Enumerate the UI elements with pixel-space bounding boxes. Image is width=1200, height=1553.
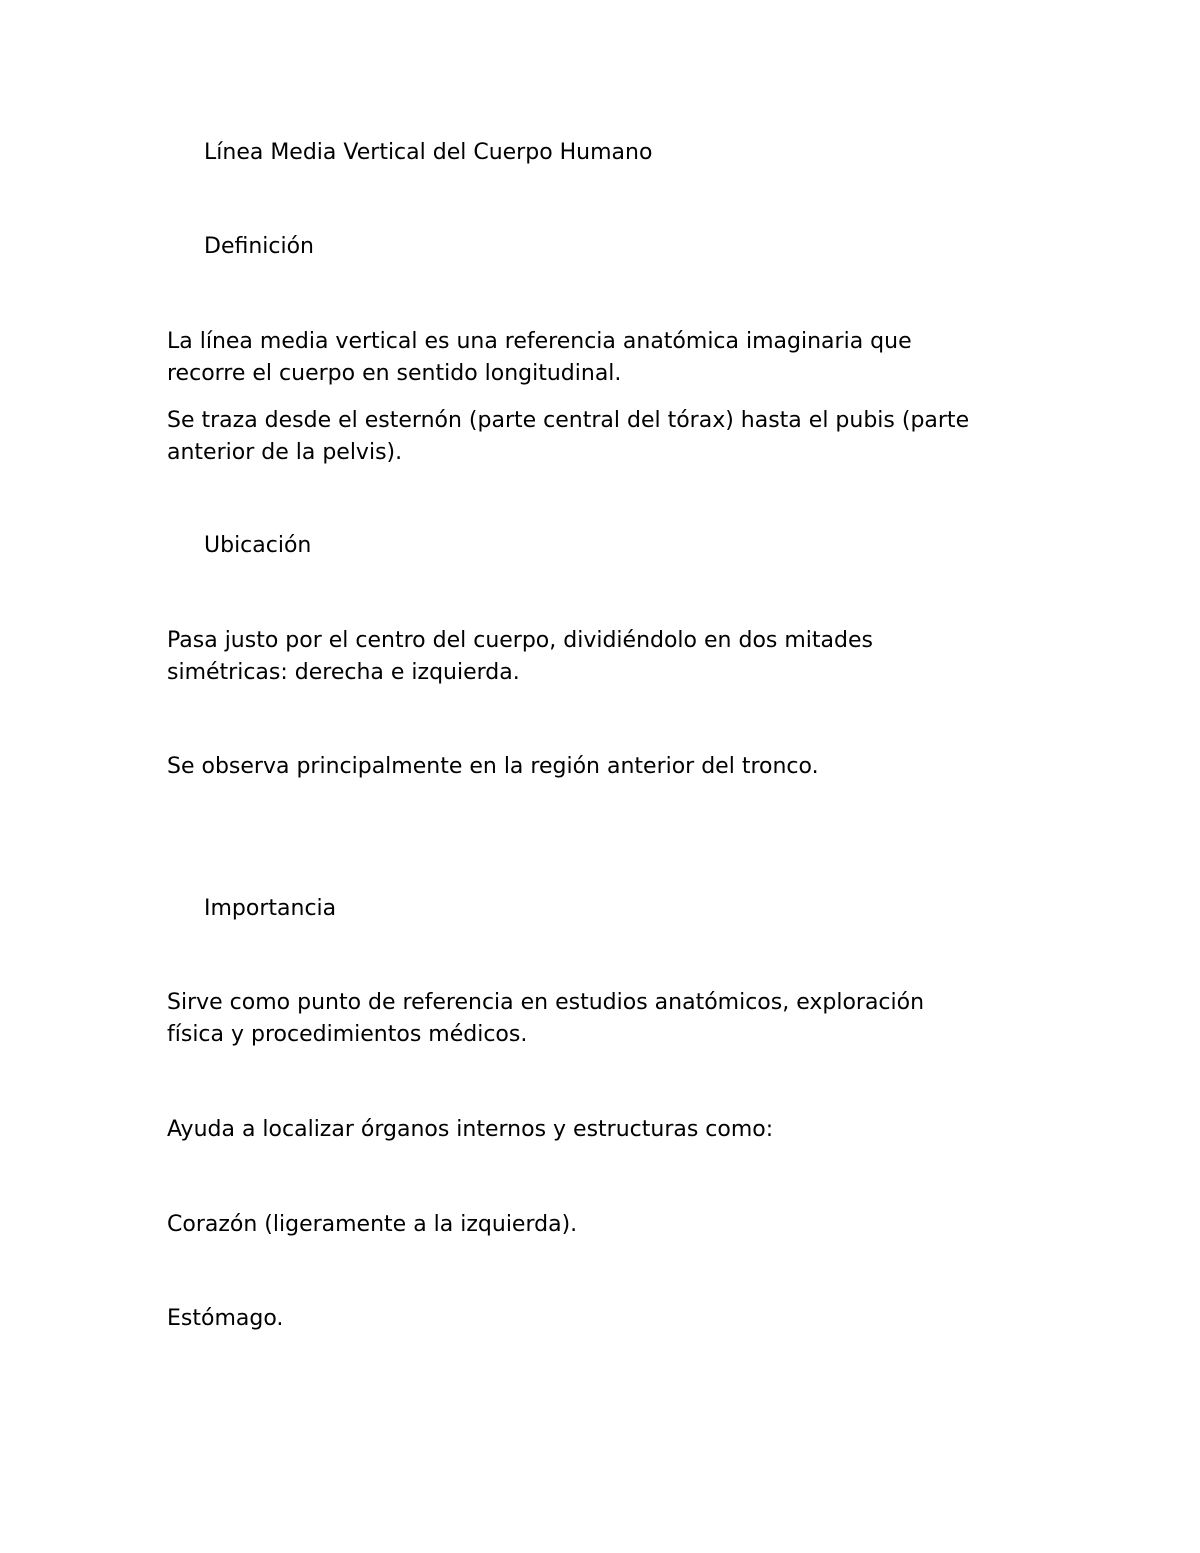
- paragraph-line: simétricas: derecha e izquierda.: [167, 660, 520, 685]
- paragraph-line: anterior de la pelvis).: [167, 440, 403, 465]
- paragraph-line: Se traza desde el esternón (parte central del tórax) hasta el pubis (parte: [167, 408, 970, 433]
- paragraph-line: Sirve como punto de referencia en estudios anatómicos, exploración: [167, 990, 925, 1015]
- paragraph-line: Ayuda a localizar órganos internos y estructuras como:: [167, 1117, 774, 1142]
- paragraph-line: Se observa principalmente en la región anterior del tronco.: [167, 754, 819, 779]
- section-heading-importancia: Importancia: [204, 896, 337, 921]
- paragraph-line: La línea media vertical es una referencia anatómica imaginaria que: [167, 329, 912, 354]
- paragraph-line: física y procedimientos médicos.: [167, 1022, 528, 1047]
- paragraph-line: Pasa justo por el centro del cuerpo, dividiéndolo en dos mitades: [167, 628, 873, 653]
- section-heading-definicion: Definición: [204, 234, 314, 259]
- paragraph-line: Corazón (ligeramente a la izquierda).: [167, 1212, 578, 1237]
- paragraph-line: Estómago.: [167, 1306, 284, 1331]
- paragraph-line: recorre el cuerpo en sentido longitudinal.: [167, 361, 622, 386]
- section-heading-ubicacion: Ubicación: [204, 533, 312, 558]
- document-title: Línea Media Vertical del Cuerpo Humano: [204, 140, 653, 165]
